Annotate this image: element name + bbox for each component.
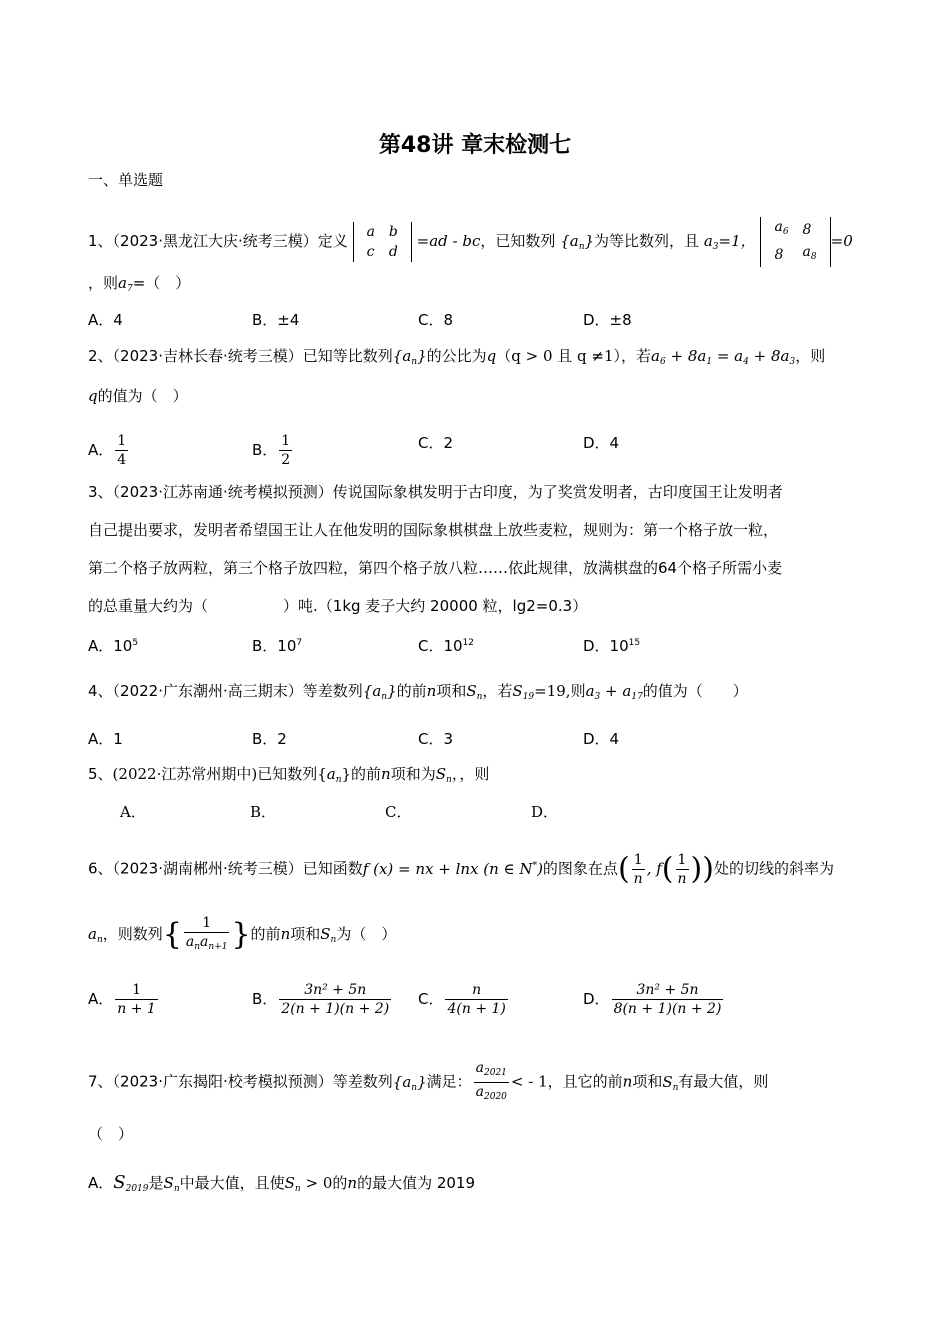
- q4-option-d: D．4: [583, 730, 620, 748]
- question-2-line2: q的值为（ ）: [88, 387, 188, 405]
- question-6-line2: $a_n$，则数列{ $\frac{1}{a_na_{n+1}}$ }的前n项和$S_n$为（ ）: [88, 915, 396, 955]
- determinant-condition: $a_6$ 8 8 $a_8$: [760, 217, 830, 267]
- determinant-definition: a b c d: [353, 222, 412, 262]
- question-6: 6、（2023·湖南郴州·统考三模）已知函数f (x) = nx + lnx (n ∈ N*)的图象在点( $\frac{1}{n}$ , f( $\frac{1}{n}$ ))处的切线的斜率为: [88, 851, 834, 887]
- question-3-line3: 第二个格子放两粒，第三个格子放四粒，第四个格子放八粒……依此规律，放满棋盘的64个格子所需小麦: [88, 559, 783, 577]
- question-2: 2、（2023·吉林长春·统考三模）已知等比数列$\{a_n\}$的公比为q（q > 0 且 q ≠1），若$a_6 + 8a_1 = a_4 + 8a_3$，则: [88, 347, 826, 367]
- q1-option-a: A．4: [88, 311, 123, 329]
- question-4: 4、（2022·广东潮州·高三期末）等差数列$\{a_n\}$的前n项和$S_n$，若$S_{19}=19$,则$a_3 + a_{17}$的值为（ ）: [88, 682, 748, 702]
- q3-option-a: A．$10^5$: [88, 637, 139, 655]
- question-7: 7、（2023·广东揭阳·校考模拟预测）等差数列$\{a_n\}$满足： $\frac{a_{2021}}{a_{2020}}$ < - 1，且它的前n项和$S_n$有最大值，则: [88, 1060, 768, 1105]
- q2-option-a: A． $\frac{1}{4}$: [88, 433, 127, 468]
- q3-option-b: B．$10^7$: [252, 637, 303, 655]
- q2-option-b: B． $\frac{1}{2}$: [252, 433, 291, 468]
- q4-option-b: B．2: [252, 730, 287, 748]
- question-1: 1、（2023·黑龙江大庆·统考三模）定义 a b c d =ad - bc，已知数列 $\{a_n\}$为等比数列，且 $a_3=1$， $a_6$ 8 8 $a_8$ =0: [88, 217, 853, 267]
- q3-option-d: D．$10^{15}$: [583, 637, 641, 655]
- q4-option-a: A．1: [88, 730, 123, 748]
- question-3-line2: 自己提出要求，发明者希望国王让人在他发明的国际象棋棋盘上放些麦粒，规则为：第一个格子放一粒，: [88, 521, 779, 539]
- question-3-line4: 的总重量大约为（ ）吨.（1kg 麦子大约 20000 粒，lg2=0.3）: [88, 597, 588, 615]
- question-7-paren: （ ）: [88, 1125, 134, 1143]
- section-heading: 一、单选题: [88, 171, 164, 189]
- q7-option-a: A．$S_{2019}$是$S_n$中最大值，且使$S_n > 0$的n的最大值为 2019: [88, 1172, 476, 1194]
- q1-option-d: D．±8: [583, 311, 632, 329]
- q2-option-c: C．2: [418, 434, 454, 452]
- question-5: 5、(2022·江苏常州期中)已知数列$\{a_n\}$的前n项和为$S_n$，，则: [88, 765, 490, 785]
- q1-option-b: B．±4: [252, 311, 300, 329]
- q3-option-c: C．$10^{12}$: [418, 637, 475, 655]
- q5-option-c: C．: [385, 803, 412, 821]
- q5-option-b: B．: [250, 803, 277, 821]
- q2-option-d: D．4: [583, 434, 620, 452]
- q6-option-d: D． $\frac{\text{3n² + 5n}}{8(n + 1)(n + 2)}$: [583, 982, 722, 1017]
- q5-option-a: A．: [120, 803, 146, 821]
- q1-option-c: C．8: [418, 311, 454, 329]
- q5-option-d: D．: [531, 803, 559, 821]
- q6-option-c: C． $\frac{n}{4(n + 1)}$: [418, 982, 506, 1017]
- q4-option-c: C．3: [418, 730, 454, 748]
- question-1-line2: ，则$a_7=$（ ）: [88, 274, 191, 294]
- question-3: 3、（2023·江苏南通·统考模拟预测）传说国际象棋发明于古印度，为了奖赏发明者，古印度国王让发明者: [88, 483, 783, 501]
- q6-option-b: B． $\frac{\text{3n² + 5n}}{2(n + 1)(n + 2)}$: [252, 982, 390, 1017]
- q6-option-a: A． $\frac{1}{n + 1}$: [88, 982, 156, 1017]
- page-title: 第48讲 章末检测七: [378, 133, 572, 158]
